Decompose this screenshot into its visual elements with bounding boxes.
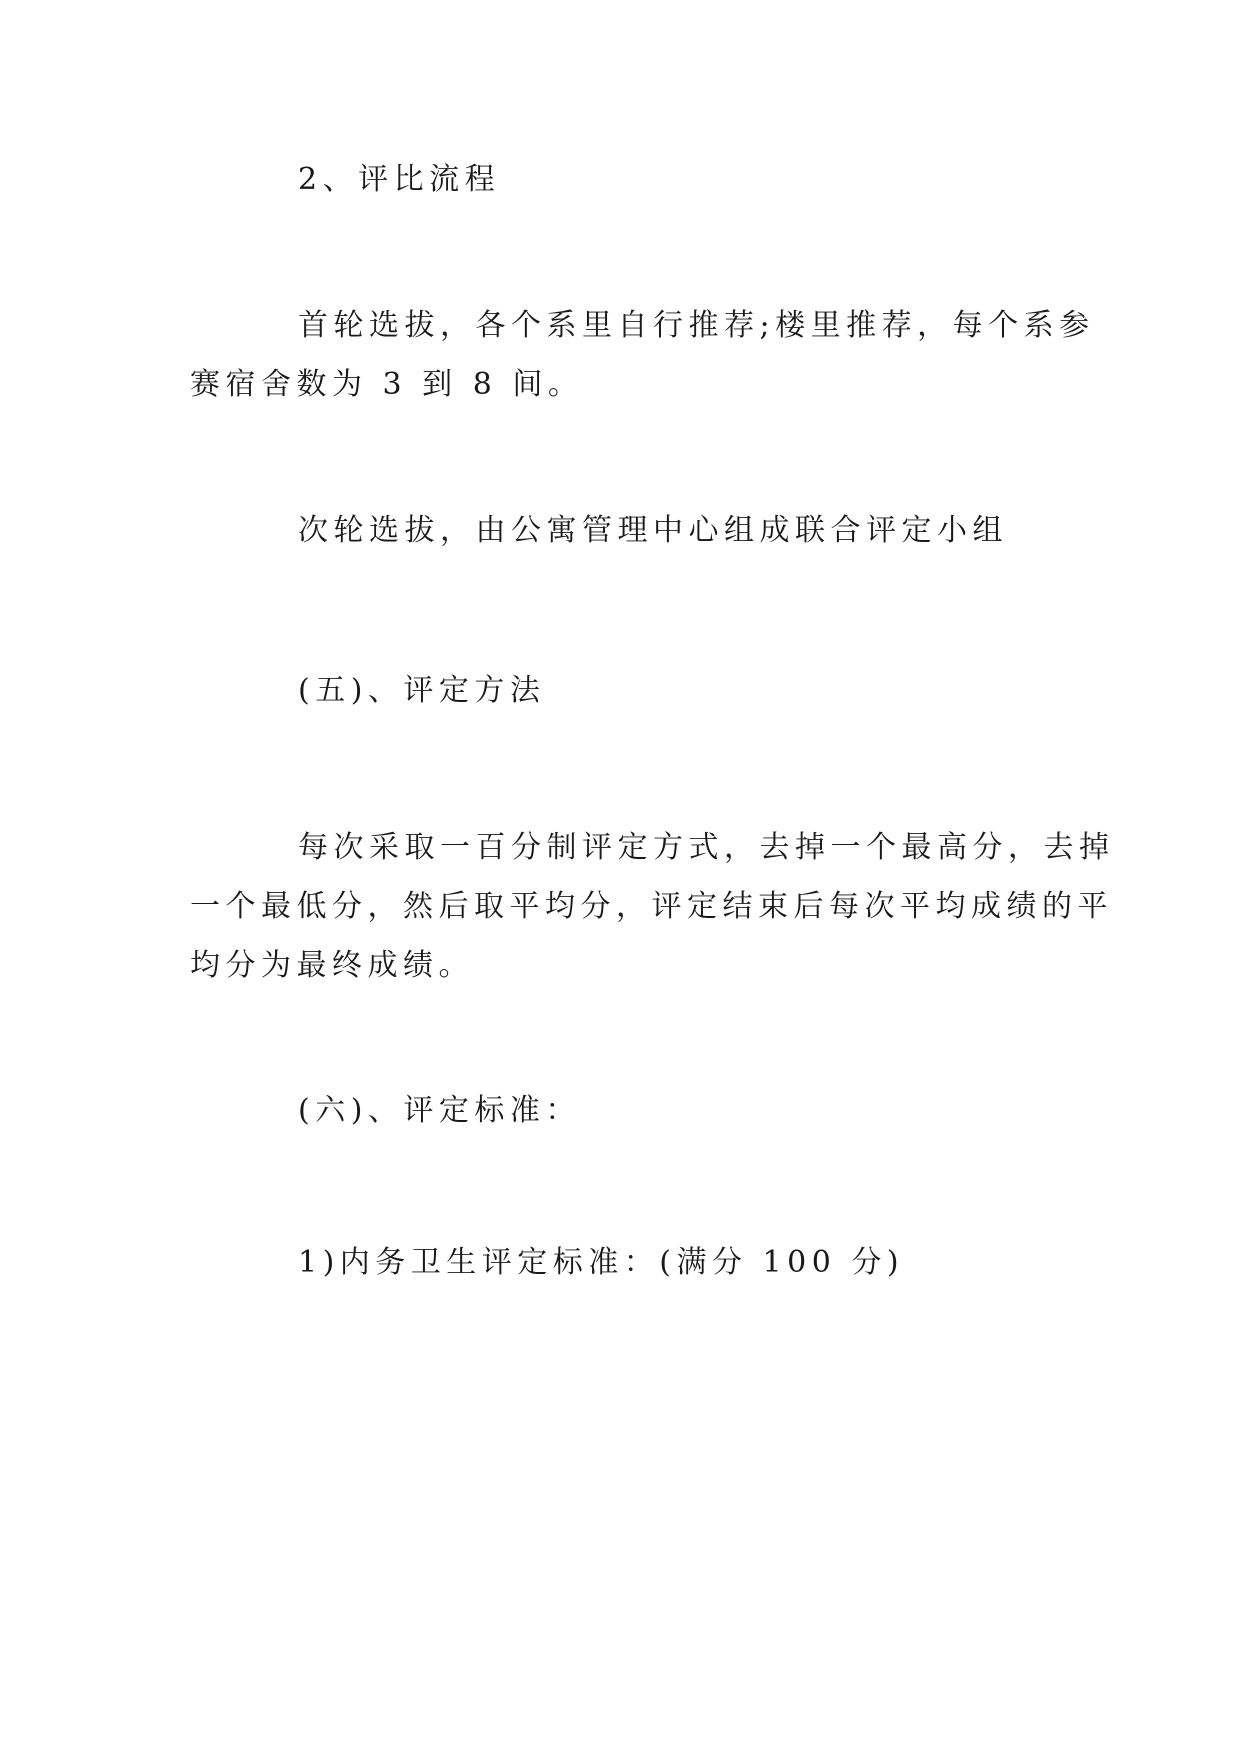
paragraph-line: 均分为最终成绩。: [190, 948, 474, 983]
paragraph-first-round: [298, 296, 1095, 355]
heading-text: 2、评比流程: [298, 162, 501, 197]
section-heading-method: [298, 661, 1058, 720]
paragraph-method-body: [298, 818, 1115, 877]
paragraph-first-round-cont: [190, 355, 1052, 414]
section-heading-standard: [298, 1081, 1058, 1140]
paragraph-line: 首轮选拔，各个系里自行推荐;楼里推荐，每个系参: [298, 308, 1095, 343]
heading-text: (五)、评定方法: [298, 673, 546, 708]
paragraph-method-body-cont: [190, 877, 1113, 995]
paragraph-line: 每次采取一百分制评定方式，去掉一个最高分，去掉: [298, 830, 1115, 865]
paragraph-second-round: [298, 501, 1058, 560]
paragraph-line: 赛宿舍数为 3 到 8 间。: [190, 367, 584, 402]
paragraph-line: 次轮选拔，由公寓管理中心组成联合评定小组: [298, 513, 1008, 548]
section-heading-flow: [298, 150, 1058, 209]
paragraph-hygiene-standard: [298, 1233, 1058, 1292]
paragraph-line: 一个最低分，然后取平均分，评定结束后每次平均成绩的平: [190, 889, 1113, 924]
paragraph-line: 1)内务卫生评定标准：(满分 100 分): [298, 1245, 905, 1280]
heading-text: (六)、评定标准：: [298, 1093, 581, 1128]
